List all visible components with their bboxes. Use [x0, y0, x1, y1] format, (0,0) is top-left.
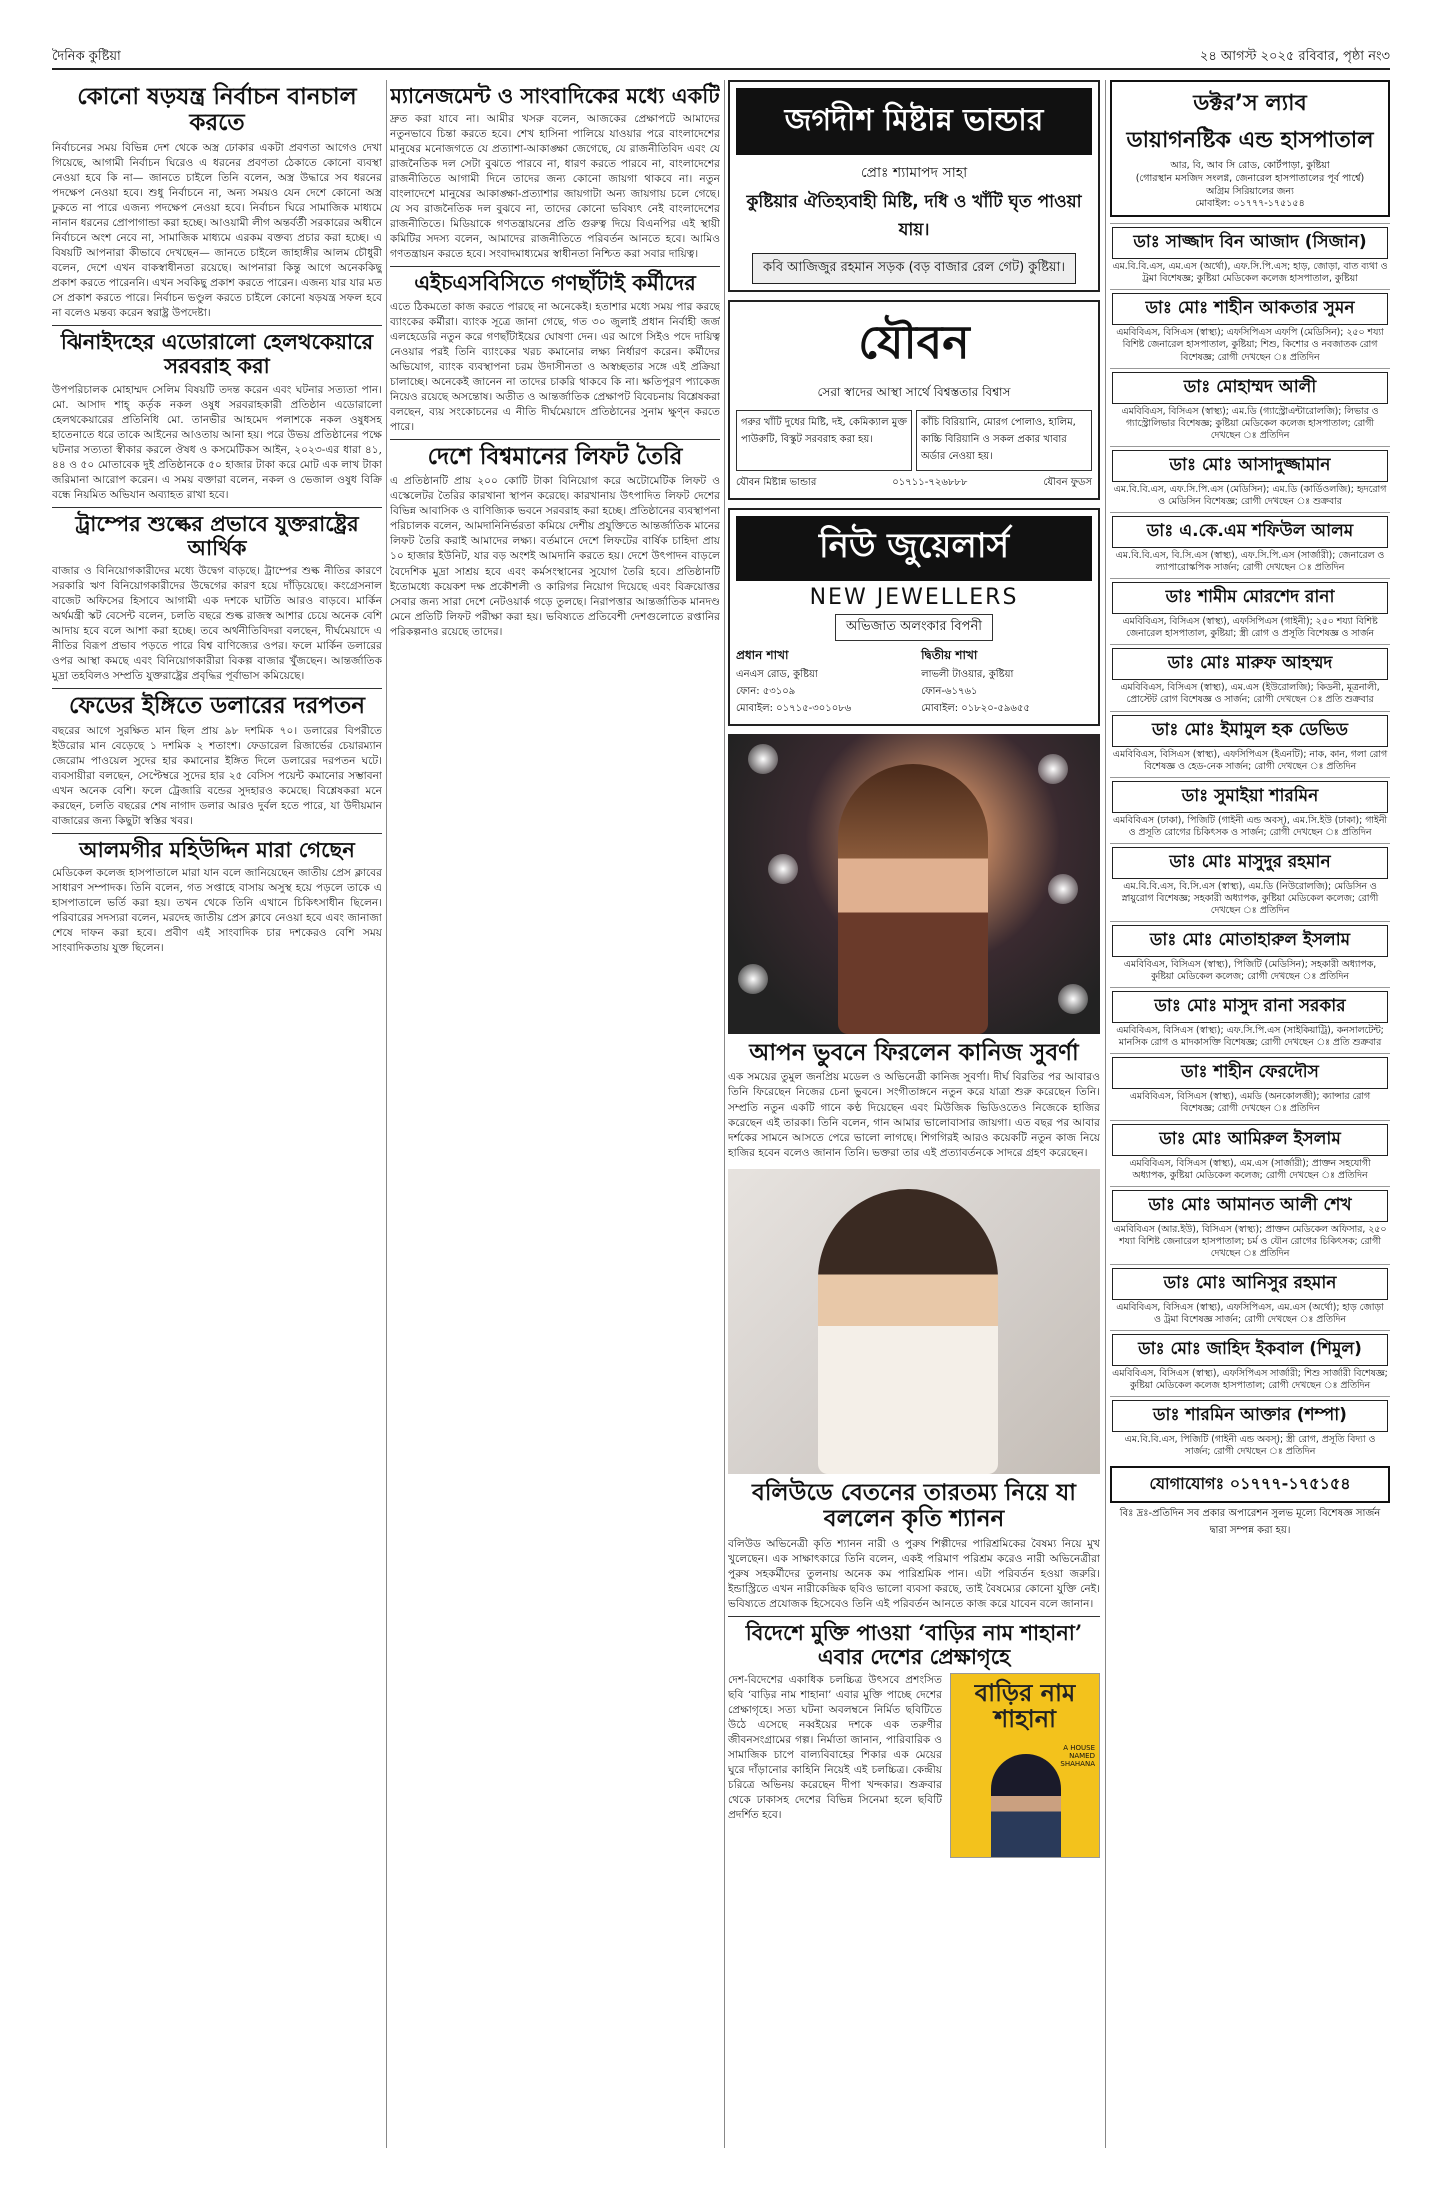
doctor-name: ডাঃ শাহীন ফেরদৌস: [1112, 1057, 1388, 1089]
ad-nj-en: NEW JEWELLERS: [809, 585, 1019, 610]
divider: [52, 507, 382, 508]
divider: [52, 688, 382, 689]
doctor-name: ডাঃ মোঃ আসাদুজ্জামান: [1112, 450, 1388, 482]
doctor-name: ডাঃ মোঃ শাহীন আকতার সুমন: [1112, 293, 1388, 325]
headline-management: ম্যানেজমেন্ট ও সাংবাদিকের মধ্যে একটি: [390, 83, 720, 108]
article-management-body: দ্রুত করা যাবে না। আমীর খসরু বলেন, আজকের প্রেক্ষাপটে আমাদের নতুনভাবে চিন্তা করতে হবে। শেখ হাসিনা পালিয়ে যাওয়ার পরে বাংলাদেশের মানুষের মনোজগতে যে প্রত্যাশা-আকাঙ্ক্ষা জেগেছে, যে রাজনীতিবিদ এবং যে রাজনৈতিক দল সেটা বুঝতে পারবে না, ধারণ করতে পারবে না, বাংলাদেশের রাজনীতিতে আগামী দিনে তাদের জন্য কোনো জায়গা থাকবে না। নতুন বাংলাদেশে মানুষের আকাঙ্ক্ষা-প্রত্যাশার জায়গাটা অন্য জায়গায় চলে গেছে। যে সব রাজনৈতিক দল বুঝবে না, তাদের কোনো ভবিষ্যৎ নেই বাংলাদেশের রাজনীতিতে। মিডিয়াকে গণতন্ত্রায়নের প্রতি গুরুত্ব দিয়ে বিএনপির এই স্থায়ী কমিটির সদস্য বলেন, আমাদের রাজনীতিতে পরিবর্তন আনতে হবে। আমিও গণতন্ত্রায়ন করতে হবে। সংবাদমাধ্যমের স্বাধীনতা নিশ্চিত করা সবার দায়িত্ব।: [390, 113, 720, 261]
lab-location: (গোরস্থান মসজিদ সংলগ্ন, জেনারেল হাসপাতালের পূর্ব পার্শ্বে): [1135, 172, 1365, 184]
lab-phone: মোবাইল: ০১৭৭৭-১৭৫১৫৪: [1195, 198, 1305, 210]
doctor-details: এমবিবিএস, বিসিএস (স্বাস্থ্য); এফসিপিএস এফপি (মেডিসিন); ২৫০ শয্যা বিশিষ্ট জেনারেল হাসপাতাল, কুষ্টিয়া; শিশু, কিশোর ও নবজাতক রোগ বিশেষজ্ঞ; রোগী দেখছেন ঃ প্রতিদিন: [1116, 327, 1384, 363]
ad-jagadish-tagline: কুষ্টিয়ার ঐতিহ্যবাহী মিষ্টি, দধি ও খাঁটি ঘৃত পাওয়া যায়।: [746, 192, 1082, 240]
poster-english-title: A HOUSE NAMED SHAHANA: [1060, 1743, 1095, 1768]
doctor-entry: [1110, 777, 1390, 843]
masthead-right: ২৪ আগস্ট ২০২৫ রবিবার, পৃষ্ঠা নং৩: [1199, 49, 1390, 64]
doctor-details: এমবিবিএস, বিসিএস (স্বাস্থ্য), এফসিপিএস (ইএনটি); নাক, কান, গলা রোগ বিশেষজ্ঞ ও হেড-নেক সার্জন; রোগী দেখছেন ঃ প্রতিদিন: [1112, 748, 1388, 772]
column-rule: [724, 80, 725, 2148]
doctor-name: ডাঃ মোঃ মাসুদ রানা সরকার: [1112, 991, 1388, 1023]
article-lift-body: এ প্রতিষ্ঠানটি প্রায় ২০০ কোটি টাকা বিনিয়োগ করে অটোমেটিক লিফট ও এস্কেলেটর তৈরির কারখানা স্থাপন করেছে। কারখানায় উৎপাদিত লিফট দেশের বিভিন্ন আবাসিক ও বাণিজ্যিক ভবনে সরবরাহ করা হচ্ছে। প্রতিষ্ঠানের ব্যবস্থাপনা পরিচালক বলেন, আমদানিনির্ভরতা কমিয়ে দেশীয় প্রযুক্তিতে আন্তর্জাতিক মানের লিফট তৈরি করাই আমাদের লক্ষ্য। বর্তমানে দেশে লিফটের বার্ষিক চাহিদা প্রায় ১০ হাজার ইউনিট, যার বড় অংশই আমদানি করতে হয়। দেশে উৎপাদন বাড়লে বৈদেশিক মুদ্রা সাশ্রয় হবে এবং কর্মসংস্থানের সুযোগ তৈরি হবে। প্রতিষ্ঠানটি ইতোমধ্যে কয়েকশ দক্ষ প্রকৌশলী ও কারিগর নিয়োগ দিয়েছে এবং বিক্রয়োত্তর সেবার জন্য সারা দেশে নেটওয়ার্ক গড়ে তুলছে। নিরাপত্তার আন্তর্জাতিক মানদণ্ড মেনে প্রতিটি লিফট পরীক্ষা করা হয়। ভবিষ্যতে প্রতিবেশী দেশগুলোতে রপ্তানির পরিকল্পনাও রয়েছে তাদের।: [390, 475, 720, 638]
doctor-details: এমবিবিএস, বিসিএস (স্বাস্থ্য), এম.এস (সার্জারী); প্রাক্তন সহযোগী অধ্যাপক, কুষ্টিয়া মেডিকেল কলেজ; রোগী দেখছেন ঃ প্রতিদিন: [1129, 1157, 1371, 1181]
doctor-name: ডাঃ মোঃ মারুফ আহম্মদ: [1112, 648, 1388, 680]
doctor-entry: [1110, 987, 1390, 1053]
contact-number: যোগাযোগঃ ০১৭৭৭-১৭৫১৫৪: [1110, 1466, 1390, 1503]
headline-hsbc: এইচএসবিসিতে গণছাঁটাই কর্মীদের: [414, 270, 696, 296]
photo-kriti-sanon: [728, 1169, 1100, 1474]
doctor-entry: [1110, 1330, 1390, 1396]
ad-jagadish-address: কবি আজিজুর রহমান সড়ক (বড় বাজার রেল গেট) কুষ্টিয়া।: [752, 253, 1076, 284]
doctor-entry: [1110, 223, 1390, 289]
article-dollar-body: বছরের আগে সুরক্ষিত মান ছিল প্রায় ৯৮ দশমিক ৭০। ডলারের বিপরীতে ইউরোর মান বেড়েছে ১ দশমিক ২ শতাংশ। ফেডারেল রিজার্ভের চেয়ারম্যান জেরোম পাওয়েল সুদের হার কমানোর ইঙ্গিত দিলে ডলারের দরপতন ঘটে। ব্যবসায়ীরা বলছেন, সেপ্টেম্বরে সুদের হার ২৫ বেসিস পয়েন্ট কমানোর সম্ভাবনা এখন অনেক বেশি। ফলে ট্রেজারি বন্ডের সুদহারও কমেছে। বিশ্লেষকরা মনে করছেন, চলতি বছরের শেষ নাগাদ ডলার আরও দুর্বল হতে পারে, যা উদীয়মান বাজারের জন্য কিছুটা স্বস্তির খবর।: [52, 724, 382, 827]
doctor-entry: [1110, 289, 1390, 367]
divider: [52, 325, 382, 326]
doctor-entry: [1110, 578, 1390, 644]
doctor-details: এমবিবিএস (আর.ইউ), বিসিএস (স্বাস্থ্য); প্রাক্তন মেডিকেল অফিসার, ২৫০ শয্যা বিশিষ্ট জেনারেল হাসপাতাল; চর্ম ও যৌন রোগের চিকিৎসক; রোগী দেখছেন ঃ প্রতিদিন: [1113, 1223, 1387, 1259]
article-election-body: নির্বাচনের সময় বিভিন্ন দেশ থেকে অস্ত্র ঢোকার একটা প্রবণতা আগেও দেখা গিয়েছে, আগামী নির্বাচন ঘিরেও এ ধরনের প্রবণতা ঠেকাতে কোনো ব্যবস্থা নেওয়া হবে কি না— জানতে চাইলে তিনি বলেন, অস্ত্র উদ্ধারে সব ধরনের পদক্ষেপ নেওয়া হবে। শুধু নির্বাচনে না, অন্য সময়ও যেন দেশে কোনো অস্ত্র ঢুকতে না পারে এজন্য পদক্ষেপ নেওয়া হবে। নির্বাচন ঘিরে সামাজিক মাধ্যমে নানান ধরনের প্রোপাগান্ডা করা হচ্ছে। আওয়ামী লীগ অন্তর্বর্তী সরকারের অধীনে নির্বাচনে অংশ নেবে না, সামাজিক মাধ্যমে এরকম বক্তব্য প্রচার করা হচ্ছে। এ বিষয়টি আপনারা কীভাবে দেখছেন— জানতে চাইলে জাহাঙ্গীর আলম চৌধুরী বলেন, দেশে এখন বাকস্বাধীনতা রয়েছে। আপনারা কিন্তু আগে অনেককিছু প্রকাশ করতে পারেননি। এখন সবকিছু প্রকাশ করতে পারেন। এজন্য যার যার মত সে প্রকাশ করতে পারে। নির্বাচন ভণ্ডুল করতে চাইলে কোনো ষড়যন্ত্র সফল হবে না বলেও মন্তব্য করেন স্বরাষ্ট্র উপদেষ্টা।: [52, 141, 382, 320]
article-shahana-body: দেশ-বিদেশের একাধিক চলচ্চিত্র উৎসবে প্রশংসিত ছবি ‘বাড়ির নাম শাহানা’ এবার মুক্তি পাচ্ছে দেশের প্রেক্ষাগৃহে। সত্য ঘটনা অবলম্বনে নির্মিত ছবিটিতে উঠে এসেছে নব্বইয়ের দশকে এক তরুণীর জীবনসংগ্রামের গল্প। নির্মাতা জানান, পারিবারিক ও সামাজিক চাপে বাল্যবিবাহের শিকার এক মেয়ের ঘুরে দাঁড়ানোর কাহিনি নিয়েই এই চলচ্চিত্র। কেন্দ্রীয় চরিত্রে অভিনয় করেছেন দীপা খন্দকার। শুক্রবার থেকে ঢাকাসহ দেশের বিভিন্ন সিনেমা হলে ছবিটি প্রদর্শিত হবে।: [728, 1673, 942, 1822]
doctor-name: ডাঃ মোঃ ইমামুল হক ডেভিড: [1112, 715, 1388, 747]
doctor-entry: [1110, 512, 1390, 578]
ad-jouban-left: গরুর খাঁটি দুধের মিষ্টি, দই, কেমিক্যাল মুক্ত পাউরুটি, বিস্কুট সরবরাহ করা হয়।: [736, 410, 912, 471]
article-fake-medicine-body: উপপরিচালক মোহাম্মদ সেলিম বিষয়টি তদন্ত করেন এবং ঘটনার সত্যতা পান। মো. আসাদ শাহ্‌ কর্তৃক নকল ওষুধ সরবরাহকারী প্রতিষ্ঠান এডোরালো হেলথকেয়ারের প্রতিনিধি মো. তানভীর আহমেদ পলাশকে নকল ওষুধসহ হাতেনাতে ধরে তাকে আইনের আওতায় আনা হয়। পরে উভয় প্রতিষ্ঠানের পক্ষে ঘটনার সত্যতা স্বীকার করলে ঔষধ ও কসমেটিকস আইন, ২০২৩-এর ধারা ৪১, ৪৪ ও ৫০ মোতাবেক দুই প্রতিষ্ঠানকে ৫০ হাজার টাকা করে মোট এক লাখ টাকা জরিমানা আরোপ করেন। এ সময় বক্তারা বলেন, নকল ও ভেজাল ওষুধ বিক্রি বন্ধে নিয়মিত অভিযান অব্যাহত রাখা হবে।: [52, 383, 382, 501]
headline-election: কোনো ষড়যন্ত্র নির্বাচন বানচাল করতে: [77, 83, 357, 137]
headline-lift: দেশে বিশ্বমানের লিফট তৈরি: [427, 442, 683, 470]
ad-jouban-right: কাঁচি বিরিয়ানি, মোরগ পোলাও, হালিম, কাচ্চি বিরিয়ানি ও সকল প্রকার খাবার অর্ডার নেওয়া হয়।: [916, 410, 1092, 471]
article-kaniz-suborna-body: এক সময়ের তুমুল জনপ্রিয় মডেল ও অভিনেত্রী কানিজ সুবর্ণা। দীর্ঘ বিরতির পর আবারও তিনি ফিরেছেন নিজের চেনা ভুবনে। সংগীতাঙ্গনে নতুন করে যাত্রা শুরু করেছেন তিনি। সম্প্রতি নতুন একটি গানে কণ্ঠ দিয়েছেন এবং মিউজিক ভিডিওতেও নিজেকে হাজির করেছেন এই তারকা। তিনি বলেন, গান আমার ভালোবাসার জায়গা। এত বছর পর আবার দর্শকের সামনে আসতে পেরে ভালো লাগছে। শিগগিরই আরও কয়েকটি নতুন কাজ নিয়ে হাজির হবেন বলেও জানান তিনি। ভক্তরা তার এই প্রত্যাবর্তনকে সাদরে গ্রহণ করেছেন।: [728, 1071, 1100, 1159]
lab-serial: অগ্রিম সিরিয়ালের জন্য: [1206, 185, 1294, 197]
ad-jouban-foot-left: যৌবন মিষ্টান্ন ভান্ডার: [736, 477, 817, 488]
doctor-name: ডাঃ মোহাম্মদ আলী: [1112, 372, 1388, 404]
doctor-details: এম.বি.বি.এস, পিজিটি (গাইনী এন্ড অবস্); স্ত্রী রোগ, প্রসূতি বিদ্যা ও সার্জন; রোগী দেখছেন ঃ প্রতিদিন: [1124, 1434, 1376, 1458]
lab-address: আর, বি, আব সি রোড, কোর্টপাড়া, কুষ্টিয়া: [1170, 160, 1330, 171]
doctor-entry: [1110, 1053, 1390, 1119]
divider: [390, 439, 720, 440]
headline-dollar: ফেডের ইঙ্গিতে ডলারের দরপতন: [69, 692, 365, 720]
doctor-details: এম.বি.বি.এস, বি.সি.এস (স্বাস্থ্য), এম.ডি (নিউরোলজি); মেডিসিন ও স্নায়ুরোগ বিশেষজ্ঞ; সহকারী অধ্যাপক, কুষ্টিয়া মেডিকেল কলেজ; রোগী দেখছেন ঃ প্রতিদিন: [1121, 880, 1379, 916]
lab-title: ডক্টর’স ল্যাব: [1193, 91, 1307, 116]
ad-nj-bn: নিউ জুয়েলার্স: [736, 516, 1092, 581]
contact-note: বিঃ দ্রঃ-প্রতিদিন সব প্রকার অপারেশন সুলভ মূল্যে বিশেষজ্ঞ সার্জন দ্বারা সম্পন্ন করা হয়।: [1119, 1508, 1381, 1537]
ad-jouban: [728, 300, 1100, 500]
column-3: [728, 80, 1100, 2148]
divider: [390, 266, 720, 267]
doctor-details: এমবিবিএস, বিসিএস (স্বাস্থ্য), এমডি (অনকোলজী); ক্যান্সার রোগ বিশেষজ্ঞ; রোগী দেখছেন ঃ প্রতিদিন: [1129, 1091, 1371, 1115]
ad-jagadish-name: জগদীশ মিষ্টান্ন ভান্ডার: [736, 88, 1092, 155]
doctor-name: ডাঃ এ.কে.এম শফিউল আলম: [1112, 516, 1388, 548]
headline-kaniz-suborna: আপন ভুবনে ফিরলেন কানিজ সুবর্ণা: [749, 1039, 1079, 1066]
ad-nj-sub: অভিজাত অলংকার বিপনী: [835, 614, 993, 641]
masthead-left: দৈনিক কুষ্টিয়া: [52, 49, 121, 64]
doctor-name: ডাঃ মোঃ মোতাহারুল ইসলাম: [1112, 925, 1388, 957]
doctor-entry: [1110, 1396, 1390, 1462]
doctor-entry: [1110, 368, 1390, 446]
doctor-name: ডাঃ সাজ্জাদ বিন আজাদ (সিজান): [1112, 227, 1388, 259]
doctor-entry: [1110, 921, 1390, 987]
doctor-details: এমবিবিএস, বিসিএস (স্বাস্থ্য), এফসিপিএস (গাইনী); ২৫০ শয্যা বিশিষ্ট জেনারেল হাসপাতাল, কুষ্টিয়া; স্ত্রী রোগ ও প্রসূতি বিশেষজ্ঞ ও সার্জন: [1122, 616, 1378, 640]
headline-fake-medicine: ঝিনাইদহের এডোরালো হেলথকেয়ারে সরবরাহ করা: [60, 329, 374, 379]
doctor-details: এমবিবিএস, বিসিএস (স্বাস্থ্য), এফসিপিএস সার্জারী; শিশু সার্জারী বিশেষজ্ঞ; কুষ্টিয়া মেডিকেল কলেজ হাসপাতাল; রোগী দেখছেন ঃ প্রতিদিন: [1112, 1368, 1388, 1392]
doctor-name: ডাঃ মোঃ মাসুদুর রহমান: [1112, 847, 1388, 879]
doctor-entry: [1110, 644, 1390, 710]
headline-trump-tariff: ট্রাম্পের শুল্কের প্রভাবে যুক্তরাষ্ট্রের আর্থিক: [75, 510, 359, 560]
ad-jouban-tag: সেরা স্বাদের আস্থা সার্থে বিশ্বস্ততার বিশ্বাস: [817, 385, 1011, 399]
doctor-details: এম.বি.বি.এস, এম.এস (অর্থো), এফ.সি.পি.এস; হাড়, জোড়া, বাত ব্যথা ও ট্রমা বিশেষজ্ঞ; কুষ্টিয়া মেডিকেল কলেজ হাসপাতাল, কুষ্টিয়া: [1112, 261, 1388, 285]
article-trump-tariff-body: বাজার ও বিনিয়োগকারীদের মধ্যে উদ্বেগ বাড়ছে। ট্রাম্পের শুল্ক নীতির কারণে সরকারি ঋণ বিনিয়োগকারীদের উদ্বেগের কারণ হয়ে দাঁড়িয়েছে। কংগ্রেসনাল বাজেট অফিসের হিসাবে আগামী এক দশকে ঘাটতি আরও বাড়বে। মার্কিন অর্থমন্ত্রী স্কট বেসেন্ট বলেন, চলতি বছরে শুল্ক রাজস্ব আশার চেয়ে অনেক বেশি আদায় হবে বলে আশা করা হচ্ছে। তবে অর্থনীতিবিদরা বলছেন, দীর্ঘমেয়াদে এ নীতির বিরূপ প্রভাব পড়তে পারে বিশ্ব বাণিজ্যের ওপর। ফলে মার্কিন ডলারের ওপর আস্থা কমছে এবং বিনিয়োগকারীরা বিকল্প বাজার খুঁজছেন। আন্তর্জাতিক মুদ্রা তহবিলও সম্প্রতি যুক্তরাষ্ট্রের প্রবৃদ্ধির পূর্বাভাস কমিয়েছে।: [52, 565, 382, 683]
doctors-lab-header: [1110, 80, 1390, 217]
divider: [728, 1616, 1100, 1617]
ad-jouban-logo: যৌবন: [858, 315, 970, 369]
ad-jouban-foot-right: যৌবন ফুডস: [1043, 477, 1092, 488]
lab-subtitle: ডায়াগনষ্টিক এন্ড হাসপাতাল: [1126, 128, 1374, 153]
column-1: [52, 80, 382, 2148]
column-4: [1110, 80, 1390, 2148]
column-2: [390, 80, 720, 2148]
ad-jagadish-prop: প্রোঃ শ্যামাপদ সাহা: [860, 165, 968, 181]
doctor-details: এমবিবিএস, বিসিএস (স্বাস্থ্য), এম.এস (ইউরোলজি); কিডনী, মূত্রনালী, প্রোস্টেট রোগ বিশেষজ্ঞ ও সার্জন; রোগী দেখছেন ঃ প্রতি শুক্রবার: [1120, 682, 1380, 706]
doctor-name: ডাঃ শামীম মোরশেদ রানা: [1112, 582, 1388, 614]
photo-kaniz-suborna: [728, 734, 1100, 1034]
doctor-entry: [1110, 1120, 1390, 1186]
headline-obituary: আলমগীর মহিউদ্দিন মারা গেছেন: [79, 836, 355, 862]
column-rule: [386, 80, 387, 2148]
doctor-name: ডাঃ মোঃ জাহিদ ইকবাল (শিমুল): [1112, 1334, 1388, 1366]
ad-new-jewellers: [728, 508, 1100, 726]
doctor-details: এম.বি.বি.এস, বি.সি.এস (স্বাস্থ্য), এফ.সি.পি.এস (সার্জারী); জেনারেল ও ল্যাপারোস্কপিক সার্জন; রোগী দেখছেন ঃ প্রতিদিন: [1115, 550, 1385, 574]
doctor-details: এমবিবিএস, বিসিএস (স্বাস্থ্য); এম.ডি (গ্যাস্ট্রোএন্টারোলজি); লিভার ও গ্যাস্ট্রোলিভার বিশেষজ্ঞ; কুষ্টিয়া মেডিকেল কলেজ হাসপাতাল; রোগী দেখছেন ঃ প্রতিদিন: [1121, 405, 1379, 441]
masthead: [52, 48, 1390, 70]
doctor-entry: [1110, 1264, 1390, 1330]
doctor-name: ডাঃ শারমিন আক্তার (শম্পা): [1112, 1400, 1388, 1432]
doctor-entry: [1110, 711, 1390, 777]
doctor-entry: [1110, 446, 1390, 512]
column-rule: [1105, 80, 1106, 2148]
doctor-details: এমবিবিএস, বিসিএস (স্বাস্থ্য), পিজিটি (মেডিসিন); সহকারী অধ্যাপক, কুষ্টিয়া মেডিকেল কলেজ; রোগী দেখছেন ঃ প্রতিদিন: [1123, 959, 1377, 983]
divider: [52, 833, 382, 834]
headline-shahana: বিদেশে মুক্তি পাওয়া ‘বাড়ির নাম শাহানা’ এবার দেশের প্রেক্ষাগৃহে: [745, 1619, 1083, 1669]
doctor-name: ডাঃ সুমাইয়া শারমিন: [1112, 781, 1388, 813]
article-kriti-sanon-body: বলিউড অভিনেত্রী কৃতি শ্যানন নারী ও পুরুষ শিল্পীদের পারিশ্রমিকের বৈষম্য নিয়ে মুখ খুলেছেন। এক সাক্ষাৎকারে তিনি বলেন, একই পরিমাণ পরিশ্রম করেও নারী অভিনেত্রীরা পুরুষ সহকর্মীদের তুলনায় অনেক কম পারিশ্রমিক পান। এটা পরিবর্তন হওয়া জরুরি। ইন্ডাস্ট্রিতে এখন নারীকেন্দ্রিক ছবিও ভালো ব্যবসা করছে, তাই বৈষম্যের কোনো যুক্তি নেই। ভবিষ্যতে প্রযোজক হিসেবেও তিনি এই পরিবর্তন আনতে কাজ করে যাবেন বলে জানান।: [728, 1537, 1100, 1610]
doctor-details: এমবিবিএস, বিসিএস (স্বাস্থ্য); এফ.সি.পি.এস (সাইকিয়াট্রি), কনসালটেন্ট; মানসিক রোগ ও মাদকাসক্তি বিশেষজ্ঞ; রোগী দেখছেন ঃ প্রতি শুক্রবার: [1116, 1025, 1384, 1049]
article-hsbc-body: এতে ঠিকমতো কাজ করতে পারছে না অনেকেই। হতাশার মধ্যে সময় পার করছে ব্যাংকের কর্মীরা। ব্যাংক সূত্রে জানা গেছে, গত ৩০ জুলাই প্রধান নির্বাহী জর্জ এলহেডেরি নতুন করে গণছাঁটাইয়ের ঘোষণা দেন। এর আগে সিইও পদে দায়িত্ব নেওয়ার পরই তিনি ব্যাংকের খরচ কমানোর লক্ষ্য নির্ধারণ করেন। কর্মীদের অভিযোগ, ব্যাংক ব্যবস্থাপনা চরম উদাসীনতা ও অস্বচ্ছতার সঙ্গে এই প্রক্রিয়া চালাচ্ছে। অনেকেই জানেন না তাদের চাকরি থাকবে কি না। ক্ষতিপূরণ প্যাকেজ নিয়েও রয়েছে অসন্তোষ। অতীত ও আন্তর্জাতিক প্রেক্ষাপট বিবেচনায় বিশ্লেষকরা বলছেন, ব্যয় সংকোচনের এ নীতি দীর্ঘমেয়াদে প্রতিষ্ঠানের সুনাম ক্ষুণ্ন করতে পারে।: [390, 300, 720, 433]
doctor-list: [1110, 223, 1390, 1462]
doctor-name: ডাঃ মোঃ আমানত আলী শেখ: [1112, 1190, 1388, 1222]
doctor-details: এমবিবিএস, বিসিএস (স্বাস্থ্য), এফসিপিএস, এম.এস (অর্থো); হাড় জোড়া ও ট্রমা বিশেষজ্ঞ সার্জন; রোগী দেখছেন ঃ প্রতিদিন: [1116, 1301, 1384, 1325]
doctor-entry: [1110, 843, 1390, 921]
poster-bari-r-nam-shahana: [950, 1673, 1100, 1858]
poster-title: বাড়ির নাম শাহানা: [974, 1677, 1076, 1734]
ad-nj-branch-2: দ্বিতীয় শাখা লাভলী টাওয়ার, কুষ্টিয়া ফোন-৬১৭৬১ মোবাইল: ০১৮২০-৫৯৬৫৫: [921, 648, 1030, 714]
doctor-details: এমবিবিএস (ঢাকা), পিজিটি (গাইনী এন্ড অবস্), এম.সি.ইউ (ঢাকা); গাইনী ও প্রসূতি রোগের চিকিৎসক ও সার্জন; রোগী দেখছেন ঃ প্রতিদিন: [1112, 814, 1388, 838]
article-obituary-body: মেডিকেল কলেজ হাসপাতালে মারা যান বলে জানিয়েছেন জাতীয় প্রেস ক্লাবের সাধারণ সম্পাদক। তিনি বলেন, গত সপ্তাহে বাসায় অসুস্থ হয়ে পড়লে তাকে এ হাসপাতালে ভর্তি করা হয়। তখন থেকে তিনি এখানে চিকিৎসাধীন ছিলেন। পরিবারের সদস্যরা বলেন, মরদেহ জাতীয় প্রেস ক্লাবে নেওয়া হবে এবং জানাজা শেষে দাফন করা হবে। প্রবীণ এই সাংবাদিক চার দশকেরও বেশি সময় সাংবাদিকতায় যুক্ত ছিলেন।: [52, 867, 382, 955]
doctor-details: এম.বি.বি.এস, এফ.সি.পি.এস (মেডিসিন); এম.ডি (কার্ডিওলজি); হৃদরোগ ও মেডিসিন বিশেষজ্ঞ; রোগী দেখছেন ঃ শুক্রবার: [1113, 483, 1387, 507]
doctor-entry: [1110, 1186, 1390, 1264]
doctor-name: ডাঃ মোঃ আমিরুল ইসলাম: [1112, 1124, 1388, 1156]
doctor-name: ডাঃ মোঃ আনিসুর রহমান: [1112, 1268, 1388, 1300]
headline-kriti-sanon: বলিউডে বেতনের তারতম্য নিয়ে যা বললেন কৃতি শ্যানন: [752, 1478, 1076, 1533]
ad-jagadish: [728, 80, 1100, 292]
ad-nj-branch-1: প্রধান শাখা এনএস রোড, কুষ্টিয়া ফোন: ৫৩১০৯ মোবাইল: ০১৭১৫-৩০১০৮৬: [736, 648, 852, 714]
ad-jouban-phone: ০১৭১১-৭২৬৮৮৮: [892, 477, 968, 488]
